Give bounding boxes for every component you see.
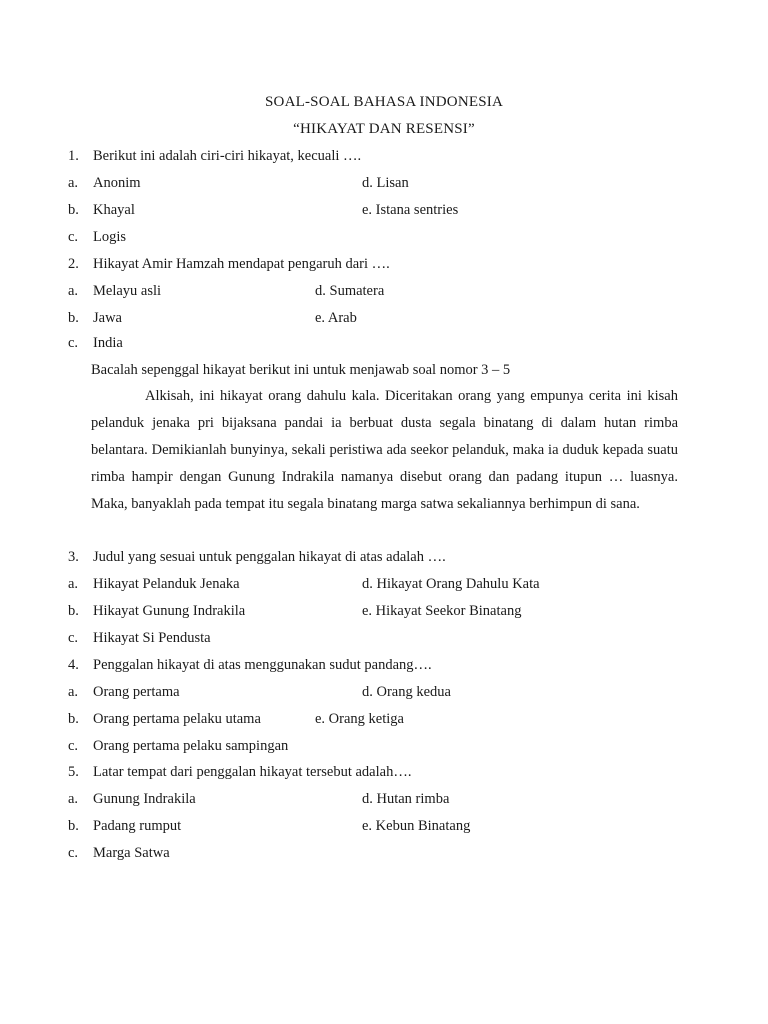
q5-option-a: Gunung Indrakila bbox=[93, 791, 196, 807]
q3-option-a: Hikayat Pelanduk Jenaka bbox=[93, 576, 240, 592]
q4-option-c: Orang pertama pelaku sampingan bbox=[93, 738, 289, 754]
q4-option-e: e. Orang ketiga bbox=[315, 711, 404, 727]
q3-text: Judul yang sesuai untuk penggalan hikayat di atas adalah …. bbox=[93, 549, 446, 565]
q5-number: 5. bbox=[68, 764, 79, 780]
q3-option-c: Hikayat Si Pendusta bbox=[93, 630, 211, 646]
q4-option-b: Orang pertama pelaku utama bbox=[93, 711, 261, 727]
q5-option-b-label: b. bbox=[68, 818, 79, 834]
q5-option-b: Padang rumput bbox=[93, 818, 182, 834]
q1-option-a: Anonim bbox=[93, 175, 141, 191]
doc-title: SOAL-SOAL BAHASA INDONESIA bbox=[265, 94, 503, 110]
q4-number: 4. bbox=[68, 657, 79, 673]
q1-text: Berikut ini adalah ciri-ciri hikayat, kecuali …. bbox=[93, 148, 362, 164]
q5-option-c-label: c. bbox=[68, 845, 79, 861]
q2-option-d: d. Sumatera bbox=[315, 283, 385, 299]
q2-option-e: e. Arab bbox=[315, 310, 357, 326]
q5-option-d: d. Hutan rimba bbox=[362, 791, 450, 807]
hikayat-passage-text: Alkisah, ini hikayat orang dahulu kala. Diceritakan orang yang empunya cerita ini kisah pelanduk jenaka pri bijaksana pandai ia berbuat dusta segala binatang di dalam hutan rimba belantara. Demikianlah bunyinya, sekali peristiwa ada seekor pelanduk, maka ia duduk kepada suatu rimba hampir dengan Gunung Indrakila namanya disebut orang dan padang itupun … luasnya. Maka, banyaklah pada tempat itu segala binatang marga satwa sekaliannya berhimpun di sana. bbox=[91, 388, 678, 512]
q3-option-d: d. Hikayat Orang Dahulu Kata bbox=[362, 576, 540, 592]
q4-text: Penggalan hikayat di atas menggunakan sudut pandang…. bbox=[93, 657, 432, 673]
q3-number: 3. bbox=[68, 549, 79, 565]
q1-number: 1. bbox=[68, 148, 79, 164]
q2-option-a-label: a. bbox=[68, 283, 79, 299]
q2-option-b: Jawa bbox=[93, 310, 122, 326]
q4-option-a: Orang pertama bbox=[93, 684, 180, 700]
hikayat-passage bbox=[91, 383, 678, 518]
q4-option-d: d. Orang kedua bbox=[362, 684, 451, 700]
q5-option-e: e. Kebun Binatang bbox=[362, 818, 471, 834]
q3-option-b-label: b. bbox=[68, 603, 79, 619]
reading-instruction: Bacalah sepenggal hikayat berikut ini untuk menjawab soal nomor 3 – 5 bbox=[91, 362, 511, 378]
doc-subtitle: “HIKAYAT DAN RESENSI” bbox=[293, 121, 475, 137]
q1-option-e: e. Istana sentries bbox=[362, 202, 459, 218]
q1-option-b: Khayal bbox=[93, 202, 135, 218]
q4-option-b-label: b. bbox=[68, 711, 79, 727]
q2-option-c: India bbox=[93, 335, 123, 351]
q5-option-a-label: a. bbox=[68, 791, 79, 807]
q1-option-d: d. Lisan bbox=[362, 175, 409, 191]
q1-option-c-label: c. bbox=[68, 229, 79, 245]
q1-option-b-label: b. bbox=[68, 202, 79, 218]
q3-option-c-label: c. bbox=[68, 630, 79, 646]
q2-number: 2. bbox=[68, 256, 79, 272]
q5-option-c: Marga Satwa bbox=[93, 845, 170, 861]
q5-text: Latar tempat dari penggalan hikayat tersebut adalah…. bbox=[93, 764, 412, 780]
q1-option-a-label: a. bbox=[68, 175, 79, 191]
q2-text: Hikayat Amir Hamzah mendapat pengaruh dari …. bbox=[93, 256, 390, 272]
q2-option-a: Melayu asli bbox=[93, 283, 162, 299]
q4-option-c-label: c. bbox=[68, 738, 79, 754]
q3-option-e: e. Hikayat Seekor Binatang bbox=[362, 603, 522, 619]
q3-option-b: Hikayat Gunung Indrakila bbox=[93, 603, 246, 619]
q2-option-c-label: c. bbox=[68, 335, 79, 351]
q3-option-a-label: a. bbox=[68, 576, 79, 592]
q2-option-b-label: b. bbox=[68, 310, 79, 326]
q4-option-a-label: a. bbox=[68, 684, 79, 700]
q1-option-c: Logis bbox=[93, 229, 127, 245]
